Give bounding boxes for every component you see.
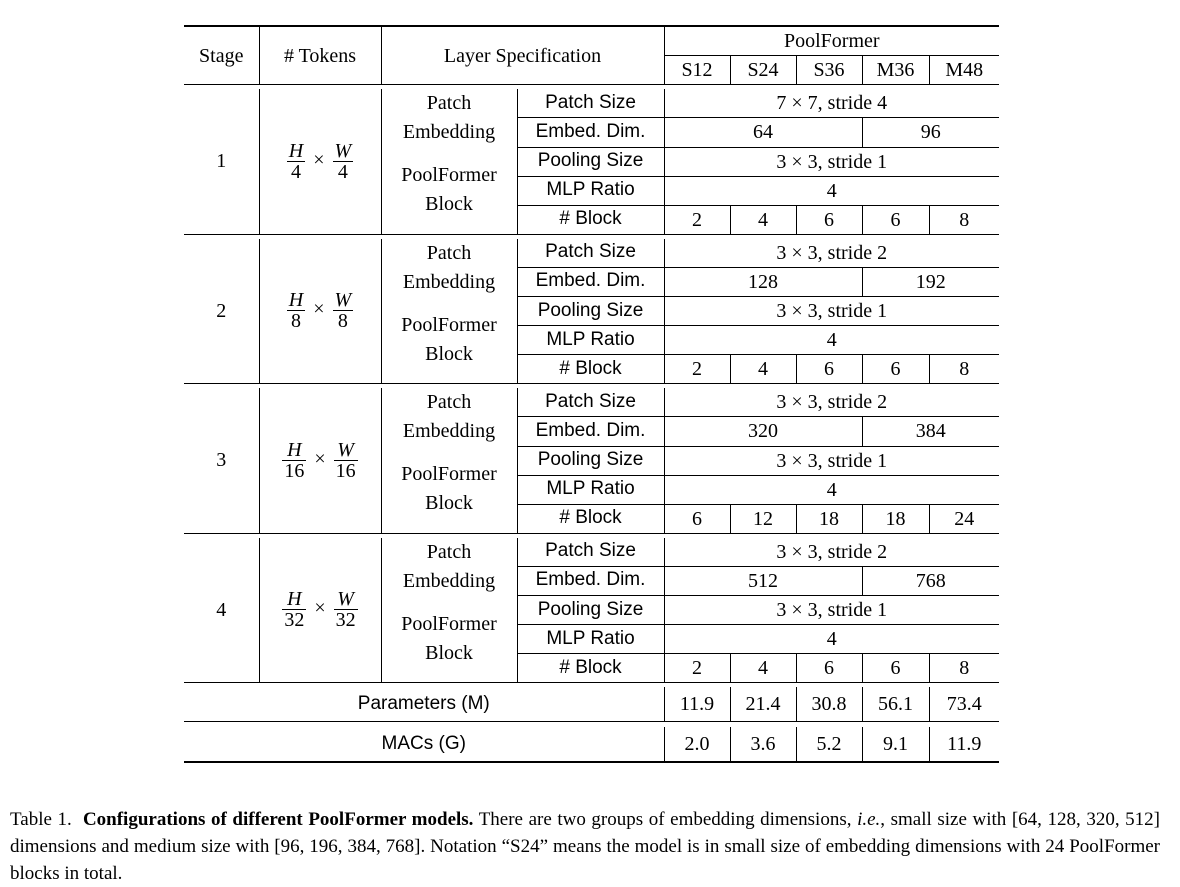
token-w-symbol: W [334, 139, 352, 162]
pooling-size-label: Pooling Size [517, 446, 664, 475]
token-h-divisor: 4 [291, 160, 302, 183]
token-w-divisor: 32 [335, 609, 356, 632]
patch-size-value: 3 × 3, stride 2 [664, 538, 999, 567]
block-count-label: # Block [517, 355, 664, 384]
header-stage: Stage [184, 26, 259, 85]
token-count [259, 239, 381, 384]
label-line: Embedding [402, 270, 496, 293]
mlp-ratio-label: MLP Ratio [517, 176, 664, 205]
token-w-divisor: 8 [337, 310, 348, 333]
block-count-value: 24 [954, 507, 975, 530]
block-count-value: 2 [664, 355, 730, 384]
block-count-value: 8 [959, 208, 970, 231]
block-count-value: 6 [796, 205, 862, 234]
header-model-s24: S24 [730, 56, 796, 85]
label-line: PoolFormer [401, 612, 497, 635]
pooling-size-value: 3 × 3, stride 1 [664, 147, 999, 176]
pooling-size-value: 3 × 3, stride 1 [664, 446, 999, 475]
block-count-value: 6 [796, 355, 862, 384]
token-h-symbol: H [282, 589, 306, 610]
stage-number: 2 [184, 239, 259, 384]
label-line: Patch [426, 540, 472, 563]
block-count-label: # Block [517, 654, 664, 683]
embed-dim-medium: 96 [862, 118, 999, 147]
token-h-divisor: 32 [284, 609, 305, 632]
token-w-divisor: 4 [337, 160, 348, 183]
patch-embedding-label [381, 239, 517, 297]
block-count-value: 4 [730, 654, 796, 683]
block-count-value: 6 [862, 654, 929, 683]
label-line: PoolFormer [401, 313, 497, 336]
times-symbol: × [314, 447, 326, 470]
token-h-symbol: H [288, 289, 304, 312]
embed-dim-small: 64 [664, 118, 862, 147]
mlp-ratio-label: MLP Ratio [517, 326, 664, 355]
times-symbol: × [313, 148, 325, 171]
label-line: Patch [426, 241, 472, 264]
block-count-value: 6 [862, 205, 929, 234]
embed-dim-small: 128 [664, 267, 862, 296]
block-count-value: 8 [959, 657, 970, 679]
embed-dim-medium: 192 [862, 267, 999, 296]
header-tokens: # Tokens [259, 26, 381, 85]
block-count-value: 4 [730, 205, 796, 234]
token-w-symbol: W [334, 289, 352, 312]
pooling-size-label: Pooling Size [517, 297, 664, 326]
patch-size-label: Patch Size [517, 538, 664, 567]
header-model-m48: M48 [929, 56, 999, 85]
patch-size-value: 3 × 3, stride 2 [664, 239, 999, 268]
token-count [259, 538, 381, 683]
label-line: Patch [426, 92, 472, 114]
mlp-ratio-value: 4 [664, 625, 999, 654]
params-value: 21.4 [730, 687, 796, 722]
poolformer-block-label [381, 297, 517, 384]
embed-dim-label: Embed. Dim. [517, 267, 664, 296]
patch-size-value: 3 × 3, stride 2 [664, 388, 999, 417]
macs-value: 2.0 [664, 727, 730, 762]
pooling-size-value: 3 × 3, stride 1 [664, 596, 999, 625]
label-line: Patch [426, 391, 472, 413]
block-count-value: 18 [862, 504, 929, 533]
label-line: PoolFormer [401, 164, 497, 187]
label-line: Block [425, 193, 473, 216]
embed-dim-label: Embed. Dim. [517, 417, 664, 446]
pooling-size-label: Pooling Size [517, 596, 664, 625]
poolformer-block-label [381, 446, 517, 533]
block-count-value: 12 [730, 504, 796, 533]
mlp-ratio-value: 4 [664, 475, 999, 504]
block-count-value: 18 [796, 504, 862, 533]
macs-value: 3.6 [730, 727, 796, 762]
poolformer-block-label [381, 596, 517, 683]
header-layer-spec: Layer Specification [381, 26, 664, 85]
stage-number: 1 [184, 89, 259, 234]
block-count-value: 6 [862, 355, 929, 384]
block-count-value: 6 [796, 654, 862, 683]
patch-size-label: Patch Size [517, 89, 664, 118]
pooling-size-label: Pooling Size [517, 147, 664, 176]
caption-ie: i.e. [857, 809, 881, 830]
embed-dim-medium: 384 [862, 417, 999, 446]
header-model-s12: S12 [664, 56, 730, 85]
macs-value: 11.9 [929, 727, 999, 762]
caption-text-1: There are two groups of embedding dimensions, [478, 809, 852, 830]
poolformer-block-label [381, 147, 517, 234]
mlp-ratio-label: MLP Ratio [517, 625, 664, 654]
label-line: Block [425, 342, 473, 365]
block-count-value: 2 [664, 654, 730, 683]
label-line: Block [425, 492, 473, 515]
token-w-symbol: W [334, 440, 358, 461]
token-h-divisor: 16 [284, 459, 305, 482]
token-h-divisor: 8 [291, 310, 302, 333]
label-line: Embedding [402, 121, 496, 143]
block-count-value: 2 [664, 205, 730, 234]
mlp-ratio-value: 4 [664, 176, 999, 205]
caption-prefix: Table 1. [10, 809, 72, 830]
label-line: Embedding [402, 569, 496, 592]
macs-label: MACs (G) [184, 727, 664, 762]
embed-dim-small: 512 [664, 566, 862, 595]
label-line: Block [425, 641, 473, 664]
embed-dim-medium: 768 [862, 566, 999, 595]
patch-embedding-label [381, 89, 517, 147]
token-h-symbol: H [282, 440, 306, 461]
header-model-s36: S36 [796, 56, 862, 85]
pooling-size-value: 3 × 3, stride 1 [664, 297, 999, 326]
table-caption [10, 806, 1160, 887]
token-count [259, 89, 381, 234]
params-value: 30.8 [796, 687, 862, 722]
token-w-divisor: 16 [335, 459, 356, 482]
times-symbol: × [314, 597, 326, 620]
header-model-m36: M36 [862, 56, 929, 85]
embed-dim-label: Embed. Dim. [517, 566, 664, 595]
stage-number: 3 [184, 388, 259, 533]
poolformer-config-table [184, 25, 999, 763]
token-w-symbol: W [334, 589, 358, 610]
label-line: PoolFormer [401, 463, 497, 486]
token-h-symbol: H [288, 139, 304, 162]
block-count-value: 4 [730, 355, 796, 384]
caption-title: Configurations of different PoolFormer models. [82, 809, 474, 830]
caption-text-2: , small size with [64, 128, 320, 512] dimensions and medium size with [96, 196, 384, 768]. Notation “S24” means the model is in small size of embedding dimensions with 24 PoolFormer blocks in total. [10, 809, 1160, 884]
patch-embedding-label [381, 388, 517, 446]
params-value: 11.9 [664, 687, 730, 722]
embed-dim-label: Embed. Dim. [517, 118, 664, 147]
block-count-label: # Block [517, 504, 664, 533]
macs-value: 9.1 [862, 727, 929, 762]
token-count [259, 388, 381, 533]
patch-size-value: 7 × 7, stride 4 [664, 89, 999, 118]
patch-size-label: Patch Size [517, 239, 664, 268]
block-count-value: 6 [664, 504, 730, 533]
stage-number: 4 [184, 538, 259, 683]
mlp-ratio-label: MLP Ratio [517, 475, 664, 504]
params-value: 73.4 [946, 693, 982, 715]
patch-size-label: Patch Size [517, 388, 664, 417]
block-count-label: # Block [517, 205, 664, 234]
patch-embedding-label [381, 538, 517, 596]
header-model-group: PoolFormer [664, 26, 999, 56]
times-symbol: × [313, 298, 325, 321]
params-label: Parameters (M) [184, 687, 664, 722]
mlp-ratio-value: 4 [664, 326, 999, 355]
block-count-value: 8 [959, 358, 970, 380]
params-value: 56.1 [862, 687, 929, 722]
macs-value: 5.2 [796, 727, 862, 762]
embed-dim-small: 320 [664, 417, 862, 446]
label-line: Embedding [402, 420, 496, 442]
